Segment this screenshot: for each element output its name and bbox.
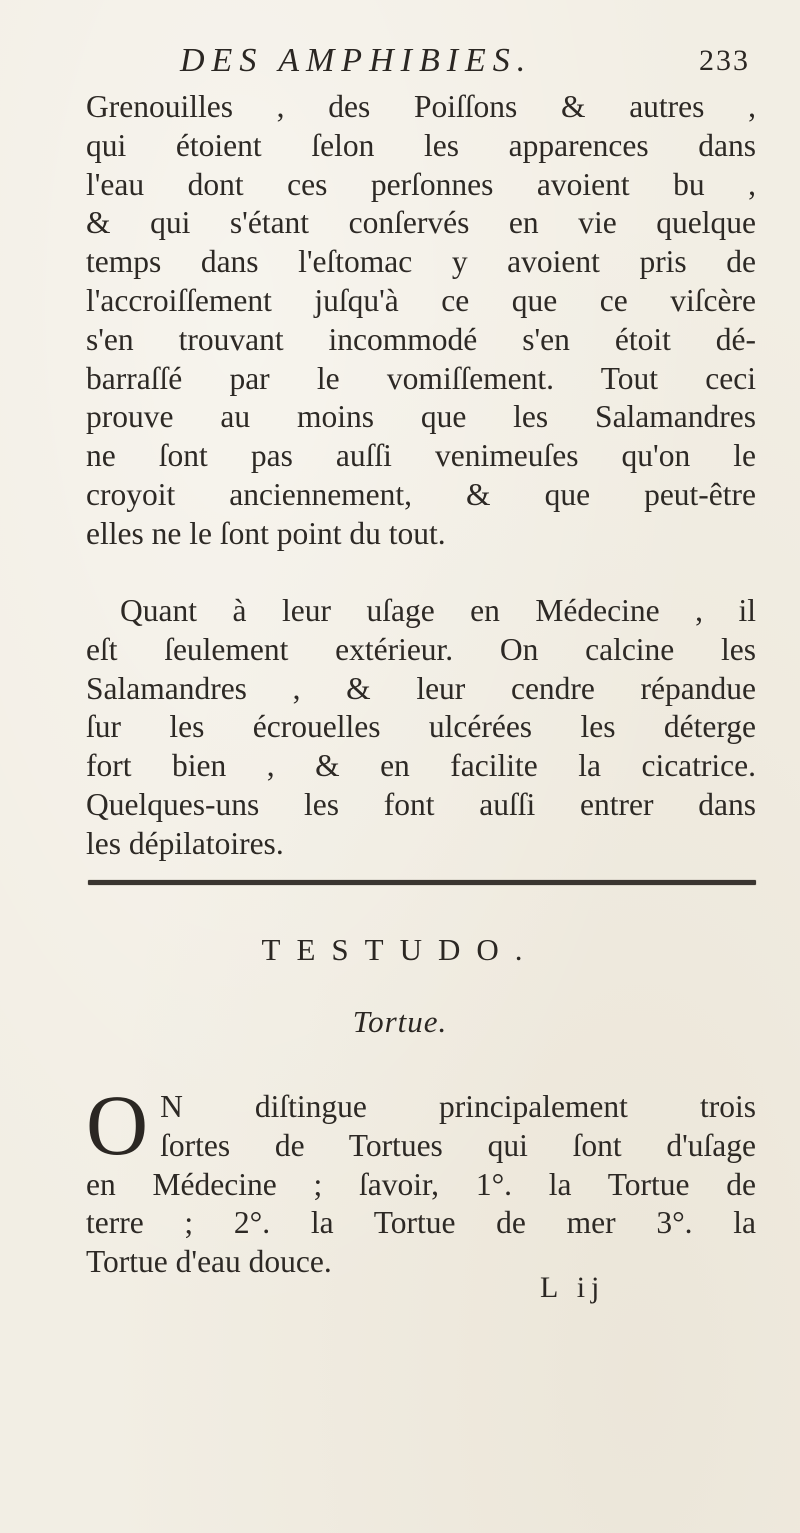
text-line: barraſſé par le vomiſſement. Tout ceci [86, 360, 756, 396]
text-line: en Médecine ; ſavoir, 1°. la Tortue de [86, 1166, 756, 1202]
text-line: Tortue d'eau douce. [86, 1244, 332, 1280]
section-divider-rule [88, 880, 756, 885]
paragraph-usage-medecine [86, 592, 756, 864]
text-line: terre ; 2°. la Tortue de mer 3°. la [86, 1205, 756, 1241]
text-line: ne ſont pas auſſi venimeuſes qu'on le [86, 438, 756, 474]
text-line: croyoit anciennement, & que peut-être [86, 476, 756, 512]
text-line: elles ne le ſont point du tout. [86, 515, 446, 551]
section-title: TESTUDO. [261, 932, 539, 967]
text-line: Salamandres , & leur cendre répandue [86, 670, 756, 706]
text-line: qui étoient ſelon les apparences dans [86, 127, 756, 163]
text-line: temps dans l'eſtomac y avoient pris de [86, 244, 756, 280]
paragraph-tortues [86, 1077, 756, 1282]
text-line: s'en trouvant incommodé s'en étoit dé- [86, 321, 756, 357]
text-line: eſt ſeulement extérieur. On calcine les [86, 631, 756, 667]
text-line: Grenouilles , des Poiſſons & autres , [86, 89, 756, 124]
text-line: l'accroiſſement juſqu'à ce que ce viſcère [86, 282, 756, 318]
page-header [180, 42, 750, 92]
section-subtitle: Tortue. [352, 1004, 448, 1039]
text-line: prouve au moins que les Salamandres [86, 399, 756, 435]
text-line: l'eau dont ces perſonnes avoient bu , [86, 166, 756, 202]
text-line: & qui s'étant conſervés en vie quelque [86, 205, 756, 241]
page-number: 233 [699, 44, 750, 77]
drop-cap-letter: O [86, 1077, 149, 1173]
text-line: les dépilatoires. [86, 825, 284, 861]
text-line: ſur les écrouelles ulcérées les déterge [86, 709, 756, 745]
text-line: Quant à leur uſage en Médecine , il [120, 593, 756, 628]
text-line: fort bien , & en facilite la cicatrice. [86, 748, 756, 784]
running-title: DES AMPHIBIES. [180, 42, 533, 79]
text-line: Quelques-uns les font auſſi entrer dans [86, 786, 756, 822]
signature-mark: L ij [540, 1271, 606, 1304]
text-line: ſortes de Tortues qui ſont d'uſage [160, 1127, 756, 1163]
text-line: N diſtingue principalement trois [160, 1089, 756, 1124]
paragraph-salamandres-venin [86, 88, 756, 554]
